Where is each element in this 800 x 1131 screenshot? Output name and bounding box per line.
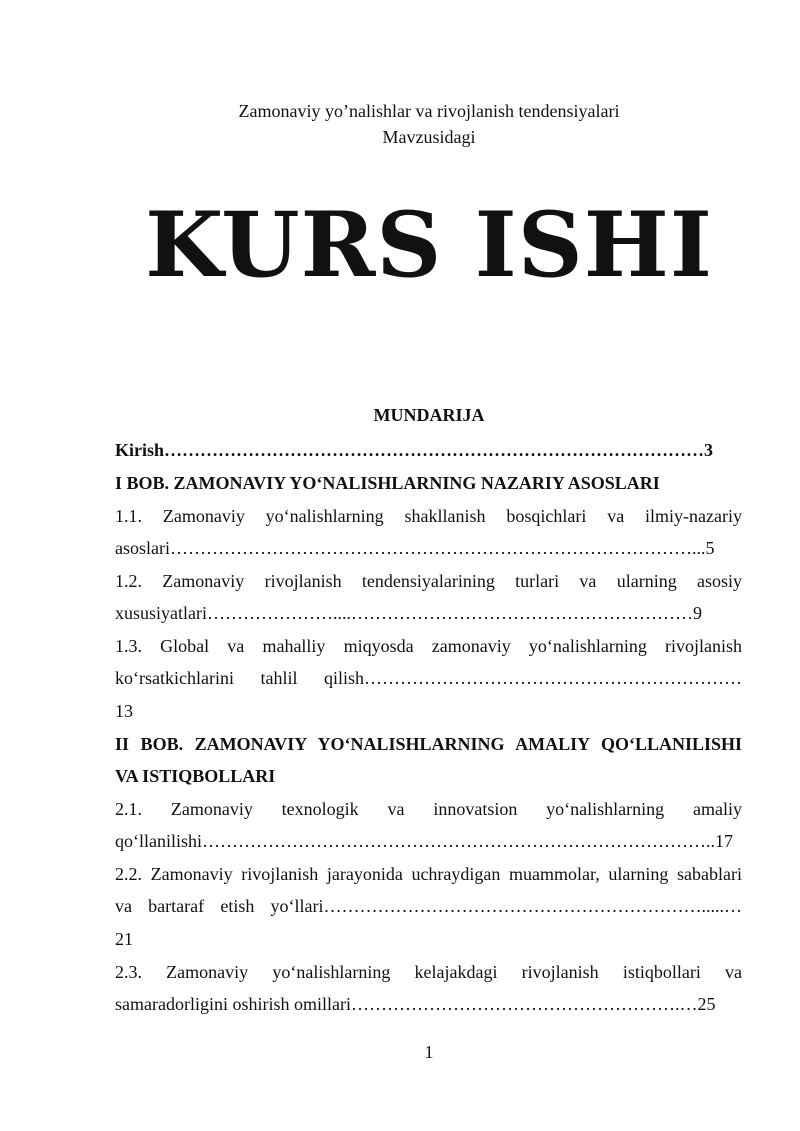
page-title: KURS ISHI <box>145 192 713 298</box>
subtitle-mavzusidagi: Mavzusidagi <box>382 127 476 147</box>
toc-entry-1-2-line1: 1.2. Zamonaviy rivojlanish tendensiyalarining turlari va ularning asosiy <box>115 571 742 591</box>
toc-entry-1-3-line1: 1.3. Global va mahalliy miqyosda zamonaviy yo‘nalishlarning rivojlanish <box>115 636 742 656</box>
toc-entry-1-3-line2: ko‘rsatkichlarini tahlil qilish……………………………………………………… <box>115 668 742 688</box>
subtitle-topic: Zamonaviy yo’nalishlar va rivojlanish tendensiyalari <box>238 101 620 121</box>
toc-entry-1-3-page: 13 <box>115 701 133 721</box>
toc-chapter-1: I BOB. ZAMONAVIY YO‘NALISHLARNING NAZARIY ASOSLARI <box>115 473 660 493</box>
page-number: 1 <box>424 1042 434 1062</box>
toc-entry-2-1-line1: 2.1. Zamonaviy texnologik va innovatsion yo‘nalishlarning amaliy <box>115 799 742 819</box>
toc-chapter-2-line1: II BOB. ZAMONAVIY YO‘NALISHLARNING AMALIY QO‘LLANILISHI <box>115 734 742 754</box>
toc-entry-kirish: Kirish………………………………………………………………………………3 <box>115 440 714 460</box>
toc-entry-2-1-line2: qo‘llanilishi…………………………………………………………………………..17 <box>115 831 733 851</box>
toc-entry-2-2-page: 21 <box>115 929 133 949</box>
toc-entry-1-2-line2: xususiyatlari…………………....…………………………………………………9 <box>115 603 702 623</box>
toc-entry-2-3-line2: samaradorligini oshirish omillari……………………………………………….…25 <box>115 994 716 1014</box>
toc-entry-2-2-line2: va bartaraf etish yo‘llari……………………………………………………….....… <box>115 896 742 916</box>
toc-entry-2-3-line1: 2.3. Zamonaviy yo‘nalishlarning kelajakdagi rivojlanish istiqbollari va <box>115 962 742 982</box>
toc-heading: MUNDARIJA <box>373 405 485 425</box>
toc-entry-1-1-line2: asoslari……………………………………………………………………………...5 <box>115 538 715 558</box>
toc-chapter-2-line2: VA ISTIQBOLLARI <box>115 766 276 786</box>
toc-entry-2-2-line1: 2.2. Zamonaviy rivojlanish jarayonida uchraydigan muammolar, ularning sabablari <box>115 864 742 884</box>
toc-entry-1-1-line1: 1.1. Zamonaviy yo‘nalishlarning shakllanish bosqichlari va ilmiy-nazariy <box>115 506 742 526</box>
